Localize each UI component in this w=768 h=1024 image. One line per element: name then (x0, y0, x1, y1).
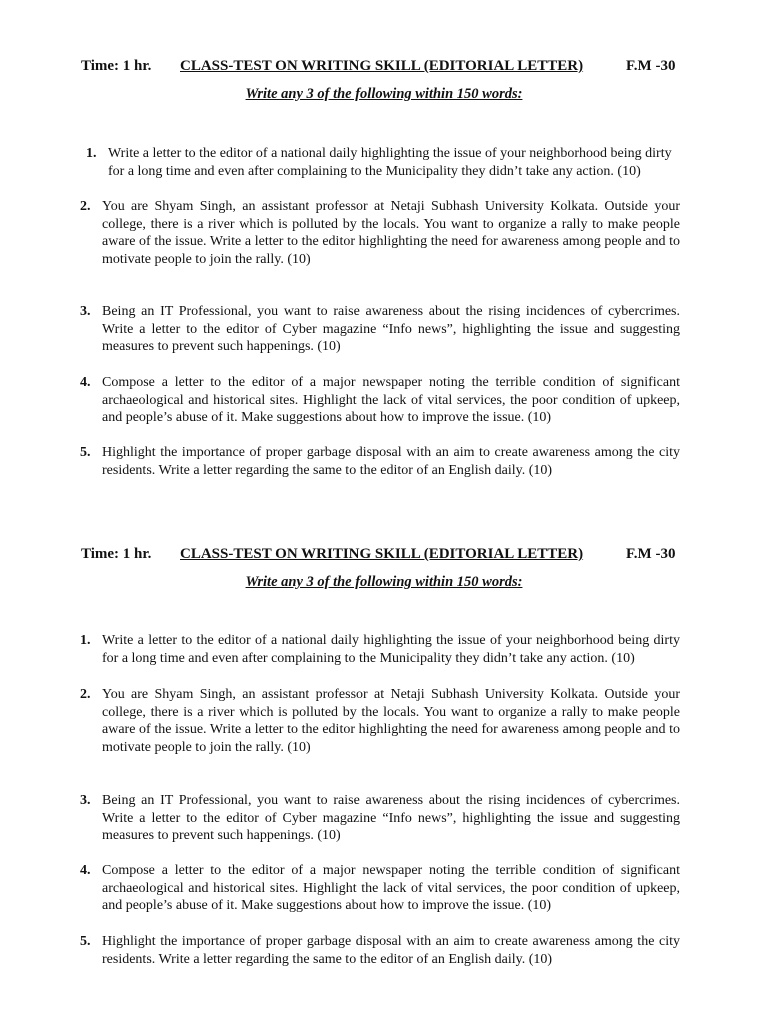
test-title: CLASS-TEST ON WRITING SKILL (EDITORIAL LETTER) (180, 546, 584, 562)
full-marks-label: F.M -30 (626, 58, 676, 74)
instruction-line: Write any 3 of the following within 150 words: (245, 574, 523, 590)
question-3 (80, 792, 680, 845)
question-number: 3. (80, 793, 91, 808)
question-number: 5. (80, 445, 91, 460)
question-4 (80, 862, 680, 915)
question-text: Highlight the importance of proper garbage disposal with an aim to create awareness among the city residents. Write a letter regarding the same to the editor of an English daily. (10) (102, 445, 680, 478)
question-5 (80, 444, 680, 479)
question-text: Compose a letter to the editor of a major newspaper noting the terrible condition of significant archaeological and historical sites. Highlight the lack of vital services, the poor condition of upkeep, and people’s abuse of it. Make suggestions about how to improve the issue. (10) (102, 863, 680, 913)
question-number: 4. (80, 863, 91, 878)
question-text: Being an IT Professional, you want to raise awareness about the rising incidences of cybercrimes. Write a letter to the editor of Cyber magazine “Info news”, highlighting the issue and suggesting measures to prevent such happenings. (10) (102, 304, 680, 354)
question-number: 5. (80, 934, 91, 949)
question-5 (80, 933, 680, 968)
test-header (0, 546, 768, 566)
question-text: Write a letter to the editor of a national daily highlighting the issue of your neighborhood being dirty for a long time and even after complaining to the Municipality they didn’t take any action. (10) (102, 633, 680, 666)
question-text: Write a letter to the editor of a national daily highlighting the issue of your neighborhood being dirty for a long time and even after complaining to the Municipality they didn’t take any action. (10) (108, 146, 672, 179)
question-4 (80, 374, 680, 427)
question-number: 3. (80, 304, 91, 319)
question-text: Highlight the importance of proper garbage disposal with an aim to create awareness among the city residents. Write a letter regarding the same to the editor of an English daily. (10) (102, 934, 680, 967)
question-text: You are Shyam Singh, an assistant professor at Netaji Subhash University Kolkata. Outside your college, there is a river which is polluted by the locals. You want to organize a rally to make people aware of the issue. Write a letter to the editor highlighting the need for awareness among people and to motivate people to join the rally. (10) (102, 687, 680, 755)
question-2 (80, 198, 680, 268)
time-label: Time: 1 hr. (81, 58, 152, 74)
question-number: 2. (80, 687, 91, 702)
question-text: Compose a letter to the editor of a major newspaper noting the terrible condition of significant archaeological and historical sites. Highlight the lack of vital services, the poor condition of upkeep, and people’s abuse of it. Make suggestions about how to improve the issue. (10) (102, 375, 680, 425)
question-number: 2. (80, 199, 91, 214)
full-marks-label: F.M -30 (626, 546, 676, 562)
question-text: You are Shyam Singh, an assistant professor at Netaji Subhash University Kolkata. Outside your college, there is a river which is polluted by the locals. You want to organize a rally to make people aware of the issue. Write a letter to the editor highlighting the need for awareness among people and to motivate people to join the rally. (10) (102, 199, 680, 267)
question-1 (80, 632, 680, 667)
question-2 (80, 686, 680, 756)
question-3 (80, 303, 680, 356)
question-1 (80, 145, 680, 180)
time-label: Time: 1 hr. (81, 546, 152, 562)
question-text: Being an IT Professional, you want to raise awareness about the rising incidences of cybercrimes. Write a letter to the editor of Cyber magazine “Info news”, highlighting the issue and suggesting measures to prevent such happenings. (10) (102, 793, 680, 843)
question-number: 1. (80, 633, 91, 648)
question-number: 1. (86, 146, 97, 161)
question-number: 4. (80, 375, 91, 390)
instruction-line: Write any 3 of the following within 150 words: (245, 86, 523, 102)
test-title: CLASS-TEST ON WRITING SKILL (EDITORIAL LETTER) (180, 58, 584, 74)
test-header (0, 58, 768, 78)
